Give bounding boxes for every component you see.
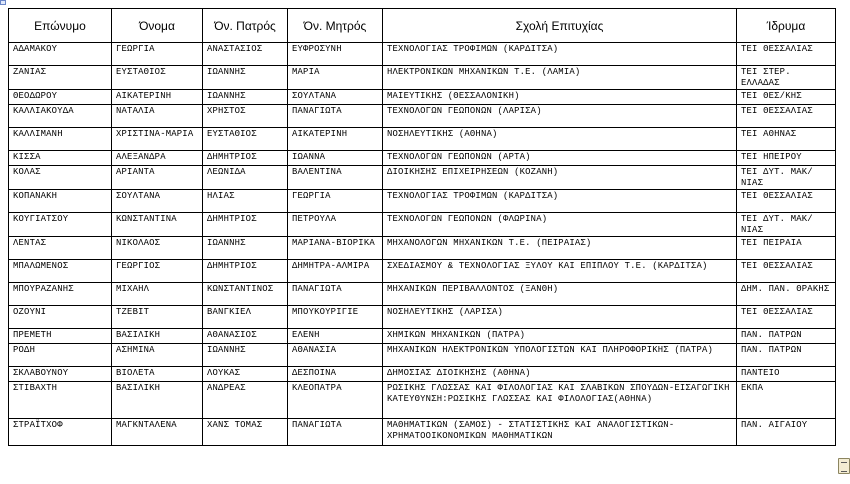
cell-mother: ΓΕΩΡΓΙΑ [288, 190, 383, 213]
cell-name: ΓΕΩΡΓΙΟΣ [112, 260, 203, 283]
cell-father: ΔΗΜΗΤΡΙΟΣ [203, 151, 288, 166]
cell-father: ΑΘΑΝΑΣΙΟΣ [203, 329, 288, 344]
cell-name: ΑΡΙΑΝΤΑ [112, 166, 203, 190]
cell-institution: ΤΕΙ ΗΠΕΙΡΟΥ [737, 151, 836, 166]
table-row [9, 105, 836, 128]
cell-surname: ΚΟΛΑΣ [9, 166, 112, 190]
cell-name: ΕΥΣΤΑΘΙΟΣ [112, 66, 203, 90]
cell-name: ΧΡΙΣΤΙΝΑ-ΜΑΡΙΑ [112, 128, 203, 151]
table-row [9, 306, 836, 329]
cell-father: ΙΩΑΝΝΗΣ [203, 90, 288, 105]
cell-mother: ΜΠΟΥΚΟΥΡΙΓΙΕ [288, 306, 383, 329]
cell-mother: ΑΙΚΑΤΕΡΙΝΗ [288, 128, 383, 151]
cell-name: ΤΖΕΒΙΤ [112, 306, 203, 329]
cell-school: ΝΟΣΗΛΕΥΤΙΚΗΣ (ΛΑΡΙΣΑ) [383, 306, 737, 329]
document-corner-icon [0, 0, 6, 5]
cell-institution: ΤΕΙ ΘΕΣ/ΚΗΣ [737, 90, 836, 105]
table-row [9, 43, 836, 66]
cell-name: ΒΑΣΙΛΙΚΗ [112, 382, 203, 419]
cell-school: ΜΑΙΕΥΤΙΚΗΣ (ΘΕΣΣΑΛΟΝΙΚΗ) [383, 90, 737, 105]
table-row [9, 344, 836, 367]
cell-father: ΗΛΙΑΣ [203, 190, 288, 213]
cell-surname: ΖΑΝΙΑΣ [9, 66, 112, 90]
cell-mother: ΜΑΡΙΑΝΑ-ΒΙΟΡΙΚΑ [288, 237, 383, 260]
cell-surname: ΜΠΟΥΡΑΖΑΝΗΣ [9, 283, 112, 306]
cell-surname: ΚΑΛΛΙΜΑΝΗ [9, 128, 112, 151]
cell-school: ΣΧΕΔΙΑΣΜΟΥ & ΤΕΧΝΟΛΟΓΙΑΣ ΞΥΛΟΥ ΚΑΙ ΕΠΙΠΛΟΥ Τ.Ε. (ΚΑΡΔΙΤΣΑ) [383, 260, 737, 283]
cell-surname: ΣΤΡΑΪΤΧΟΦ [9, 419, 112, 446]
cell-institution: ΤΕΙ ΠΕΙΡΑΙΑ [737, 237, 836, 260]
cell-school: ΤΕΧΝΟΛΟΓΩΝ ΓΕΩΠΟΝΩΝ (ΛΑΡΙΣΑ) [383, 105, 737, 128]
cell-surname: ΠΡΕΜΕΤΗ [9, 329, 112, 344]
cell-father: ΔΗΜΗΤΡΙΟΣ [203, 213, 288, 237]
table-row [9, 151, 836, 166]
table-row [9, 166, 836, 190]
header-surname: Επώνυμο [9, 9, 112, 43]
cell-institution: ΠΑΝ. ΑΙΓΑΙΟΥ [737, 419, 836, 446]
cell-school: ΜΗΧΑΝΟΛΟΓΩΝ ΜΗΧΑΝΙΚΩΝ Τ.Ε. (ΠΕΙΡΑΙΑΣ) [383, 237, 737, 260]
cell-mother: ΒΑΛΕΝΤΙΝΑ [288, 166, 383, 190]
cell-name: ΒΙΟΛΕΤΑ [112, 367, 203, 382]
table-row [9, 66, 836, 90]
table-row [9, 283, 836, 306]
cell-institution: ΤΕΙ ΘΕΣΣΑΛΙΑΣ [737, 43, 836, 66]
cell-surname: ΚΟΠΑΝΑΚΗ [9, 190, 112, 213]
cell-institution: ΕΚΠΑ [737, 382, 836, 419]
cell-mother: ΑΘΑΝΑΣΙΑ [288, 344, 383, 367]
cell-father: ΚΩΝΣΤΑΝΤΙΝΟΣ [203, 283, 288, 306]
cell-father: ΧΑΝΣ ΤΟΜΑΣ [203, 419, 288, 446]
cell-surname: ΡΟΔΗ [9, 344, 112, 367]
cell-institution: ΤΕΙ ΣΤΕΡ. ΕΛΛΑΔΑΣ [737, 66, 836, 90]
cell-school: ΜΑΘΗΜΑΤΙΚΩΝ (ΣΑΜΟΣ) - ΣΤΑΤΙΣΤΙΚΗΣ ΚΑΙ ΑΝΑΛΟΓΙΣΤΙΚΩΝ-ΧΡΗΜΑΤΟΟΙΚΟΝΟΜΙΚΩΝ ΜΑΘΗΜΑΤΙΚΩΝ [383, 419, 737, 446]
cell-mother: ΠΑΝΑΓΙΩΤΑ [288, 419, 383, 446]
cell-institution: ΠΑΝΤΕΙΟ [737, 367, 836, 382]
header-father: Όν. Πατρός [203, 9, 288, 43]
cell-surname: ΚΙΣΣΑ [9, 151, 112, 166]
cell-surname: ΛΕΝΤΑΣ [9, 237, 112, 260]
cell-school: ΤΕΧΝΟΛΟΓΙΑΣ ΤΡΟΦΙΜΩΝ (ΚΑΡΔΙΤΣΑ) [383, 190, 737, 213]
cell-father: ΕΥΣΤΑΘΙΟΣ [203, 128, 288, 151]
cell-institution: ΤΕΙ ΑΘΗΝΑΣ [737, 128, 836, 151]
cell-institution: ΠΑΝ. ΠΑΤΡΩΝ [737, 329, 836, 344]
cell-father: ΑΝΔΡΕΑΣ [203, 382, 288, 419]
cell-name: ΝΙΚΟΛΑΟΣ [112, 237, 203, 260]
cell-surname: ΜΠΑΛΩΜΕΝΟΣ [9, 260, 112, 283]
table-row [9, 190, 836, 213]
cell-father: ΙΩΑΝΝΗΣ [203, 66, 288, 90]
cell-name: ΜΑΓΚΝΤΑΛΕΝΑ [112, 419, 203, 446]
cell-mother: ΠΑΝΑΓΙΩΤΑ [288, 105, 383, 128]
cell-father: ΒΑΝΓΚΙΕΛ [203, 306, 288, 329]
cell-name: ΝΑΤΑΛΙΑ [112, 105, 203, 128]
cell-mother: ΙΩΑΝΝΑ [288, 151, 383, 166]
cell-school: ΔΗΜΟΣΙΑΣ ΔΙΟΙΚΗΣΗΣ (ΑΘΗΝΑ) [383, 367, 737, 382]
table-row [9, 90, 836, 105]
cell-mother: ΠΕΤΡΟΥΛΑ [288, 213, 383, 237]
cell-name: ΑΣΗΜΙΝΑ [112, 344, 203, 367]
cell-father: ΑΝΑΣΤΑΣΙΟΣ [203, 43, 288, 66]
header-row [9, 9, 836, 43]
cell-surname: ΣΚΛΑΒΟΥΝΟΥ [9, 367, 112, 382]
cell-school: ΤΕΧΝΟΛΟΓΙΑΣ ΤΡΟΦΙΜΩΝ (ΚΑΡΔΙΤΣΑ) [383, 43, 737, 66]
cell-father: ΔΗΜΗΤΡΙΟΣ [203, 260, 288, 283]
cell-mother: ΕΥΦΡΟΣΥΝΗ [288, 43, 383, 66]
clipboard-icon[interactable] [838, 458, 850, 474]
cell-surname: ΘΕΟΔΩΡΟΥ [9, 90, 112, 105]
cell-school: ΔΙΟΙΚΗΣΗΣ ΕΠΙΧΕΙΡΗΣΕΩΝ (ΚΟΖΑΝΗ) [383, 166, 737, 190]
table-row [9, 128, 836, 151]
table-row [9, 382, 836, 419]
cell-surname: ΟΖΟΥΝΙ [9, 306, 112, 329]
header-name: Όνομα [112, 9, 203, 43]
cell-institution: ΤΕΙ ΘΕΣΣΑΛΙΑΣ [737, 306, 836, 329]
cell-mother: ΔΕΣΠΟΙΝΑ [288, 367, 383, 382]
cell-institution: ΤΕΙ ΘΕΣΣΑΛΙΑΣ [737, 190, 836, 213]
cell-name: ΑΙΚΑΤΕΡΙΝΗ [112, 90, 203, 105]
cell-name: ΚΩΝΣΤΑΝΤΙΝΑ [112, 213, 203, 237]
cell-name: ΑΛΕΞΑΝΔΡΑ [112, 151, 203, 166]
cell-school: ΜΗΧΑΝΙΚΩΝ ΠΕΡΙΒΑΛΛΟΝΤΟΣ (ΞΑΝΘΗ) [383, 283, 737, 306]
cell-school: ΤΕΧΝΟΛΟΓΩΝ ΓΕΩΠΟΝΩΝ (ΦΛΩΡΙΝΑ) [383, 213, 737, 237]
cell-school: ΡΩΣΙΚΗΣ ΓΛΩΣΣΑΣ ΚΑΙ ΦΙΛΟΛΟΓΙΑΣ ΚΑΙ ΣΛΑΒΙΚΩΝ ΣΠΟΥΔΩΝ-ΕΙΣΑΓΩΓΙΚΗ ΚΑΤΕΥΘΥΝΣΗ:ΡΩΣΙΚΗΣ ΓΛΩΣΣΑΣ ΚΑΙ ΦΙΛΟΛΟΓΙΑΣ(ΑΘΗΝΑ) [383, 382, 737, 419]
table-row [9, 419, 836, 446]
cell-mother: ΣΟΥΛΤΑΝΑ [288, 90, 383, 105]
cell-name: ΒΑΣΙΛΙΚΗ [112, 329, 203, 344]
header-mother: Όν. Μητρός [288, 9, 383, 43]
cell-father: ΙΩΑΝΝΗΣ [203, 344, 288, 367]
cell-institution: ΤΕΙ ΘΕΣΣΑΛΙΑΣ [737, 260, 836, 283]
cell-mother: ΔΗΜΗΤΡΑ-ΑΛΜΙΡΑ [288, 260, 383, 283]
cell-father: ΛΕΩΝΙΔΑ [203, 166, 288, 190]
cell-father: ΙΩΑΝΝΗΣ [203, 237, 288, 260]
cell-name: ΜΙΧΑΗΛ [112, 283, 203, 306]
cell-school: ΜΗΧΑΝΙΚΩΝ ΗΛΕΚΤΡΟΝΙΚΩΝ ΥΠΟΛΟΓΙΣΤΩΝ ΚΑΙ ΠΛΗΡΟΦΟΡΙΚΗΣ (ΠΑΤΡΑ) [383, 344, 737, 367]
cell-institution: ΠΑΝ. ΠΑΤΡΩΝ [737, 344, 836, 367]
results-table [8, 8, 836, 446]
cell-mother: ΕΛΕΝΗ [288, 329, 383, 344]
cell-school: ΧΗΜΙΚΩΝ ΜΗΧΑΝΙΚΩΝ (ΠΑΤΡΑ) [383, 329, 737, 344]
header-institution: Ίδρυμα [737, 9, 836, 43]
table-row [9, 329, 836, 344]
cell-mother: ΚΛΕΟΠΑΤΡΑ [288, 382, 383, 419]
cell-surname: ΣΤΙΒΑΧΤΗ [9, 382, 112, 419]
cell-mother: ΜΑΡΙΑ [288, 66, 383, 90]
cell-mother: ΠΑΝΑΓΙΩΤΑ [288, 283, 383, 306]
cell-institution: ΔΗΜ. ΠΑΝ. ΘΡΑΚΗΣ [737, 283, 836, 306]
cell-father: ΧΡΗΣΤΟΣ [203, 105, 288, 128]
cell-father: ΛΟΥΚΑΣ [203, 367, 288, 382]
cell-school: ΤΕΧΝΟΛΟΓΩΝ ΓΕΩΠΟΝΩΝ (ΑΡΤΑ) [383, 151, 737, 166]
table-row [9, 367, 836, 382]
cell-institution: ΤΕΙ ΘΕΣΣΑΛΙΑΣ [737, 105, 836, 128]
cell-name: ΣΟΥΛΤΑΝΑ [112, 190, 203, 213]
cell-school: ΝΟΣΗΛΕΥΤΙΚΗΣ (ΑΘΗΝΑ) [383, 128, 737, 151]
cell-surname: ΚΑΛΛΙΑΚΟΥΔΑ [9, 105, 112, 128]
table-row [9, 260, 836, 283]
header-school: Σχολή Επιτυχίας [383, 9, 737, 43]
cell-surname: ΑΔΑΜΑΚΟΥ [9, 43, 112, 66]
table-row [9, 213, 836, 237]
cell-institution: ΤΕΙ ΔΥΤ. ΜΑΚ/ΝΙΑΣ [737, 213, 836, 237]
cell-institution: ΤΕΙ ΔΥΤ. ΜΑΚ/ΝΙΑΣ [737, 166, 836, 190]
cell-school: ΗΛΕΚΤΡΟΝΙΚΩΝ ΜΗΧΑΝΙΚΩΝ Τ.Ε. (ΛΑΜΙΑ) [383, 66, 737, 90]
cell-surname: ΚΟΥΓΙΑΤΣΟΥ [9, 213, 112, 237]
table-row [9, 237, 836, 260]
cell-name: ΓΕΩΡΓΙΑ [112, 43, 203, 66]
